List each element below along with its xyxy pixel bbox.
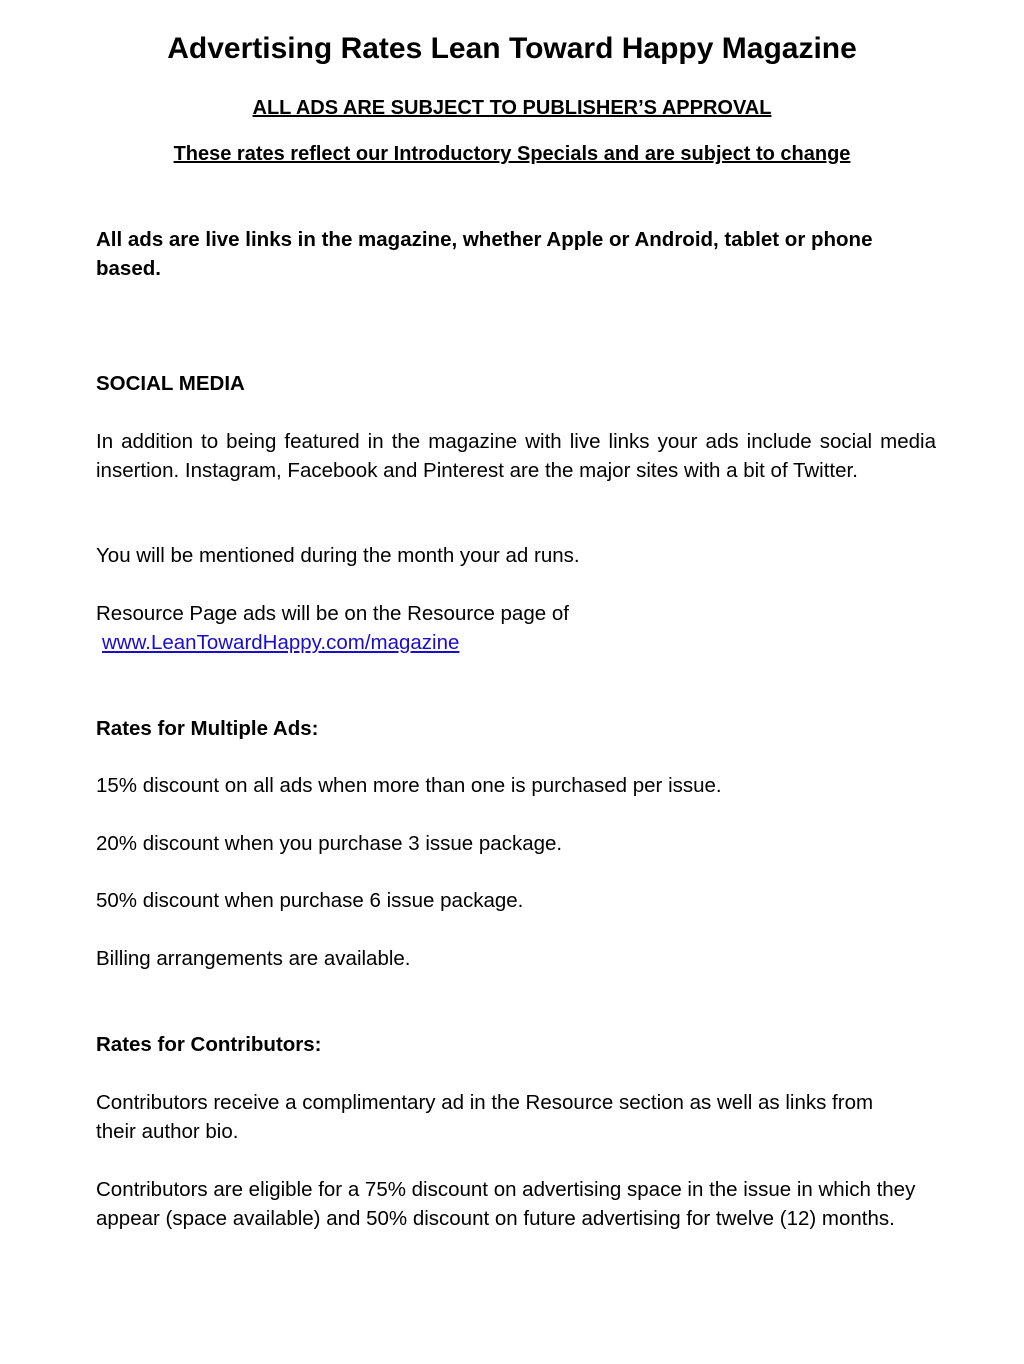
page-title: Advertising Rates Lean Toward Happy Magazine xyxy=(167,32,857,65)
resource-page-link[interactable]: www.LeanTowardHappy.com/magazine xyxy=(102,631,460,654)
contributors-discount-paragraph: Contributors are eligible for a 75% discount on advertising space in the issue in which they appear (space available) and 50% discount on future advertising for twelve (12) months. xyxy=(96,1178,916,1230)
rates-notice: These rates reflect our Introductory Specials and are subject to change xyxy=(173,143,851,165)
social-media-paragraph: In addition to being featured in the magazine with live links your ads include social media insertion. Instagram, Facebook and Pinterest are the major sites with a bit of Twitter. xyxy=(96,430,936,482)
multiple-ads-item: 20% discount when you purchase 3 issue package. xyxy=(96,832,563,855)
contributors-heading: Rates for Contributors: xyxy=(96,1033,322,1056)
contributors-paragraph: Contributors receive a complimentary ad in the Resource section as well as links from their author bio. xyxy=(96,1091,874,1143)
resource-page-text: Resource Page ads will be on the Resource page of xyxy=(96,602,569,625)
resource-link-line xyxy=(102,628,942,657)
approval-notice: ALL ADS ARE SUBJECT TO PUBLISHER’S APPROVAL xyxy=(252,97,772,119)
social-media-heading: SOCIAL MEDIA xyxy=(96,372,245,395)
multiple-ads-item: 50% discount when purchase 6 issue package. xyxy=(96,889,524,912)
live-links-statement: All ads are live links in the magazine, whether Apple or Android, tablet or phone based. xyxy=(96,228,873,280)
multiple-ads-heading: Rates for Multiple Ads: xyxy=(96,717,319,740)
mention-paragraph: You will be mentioned during the month your ad runs. xyxy=(96,544,580,567)
billing-note: Billing arrangements are available. xyxy=(96,947,411,970)
multiple-ads-item: 15% discount on all ads when more than one is purchased per issue. xyxy=(96,774,722,797)
